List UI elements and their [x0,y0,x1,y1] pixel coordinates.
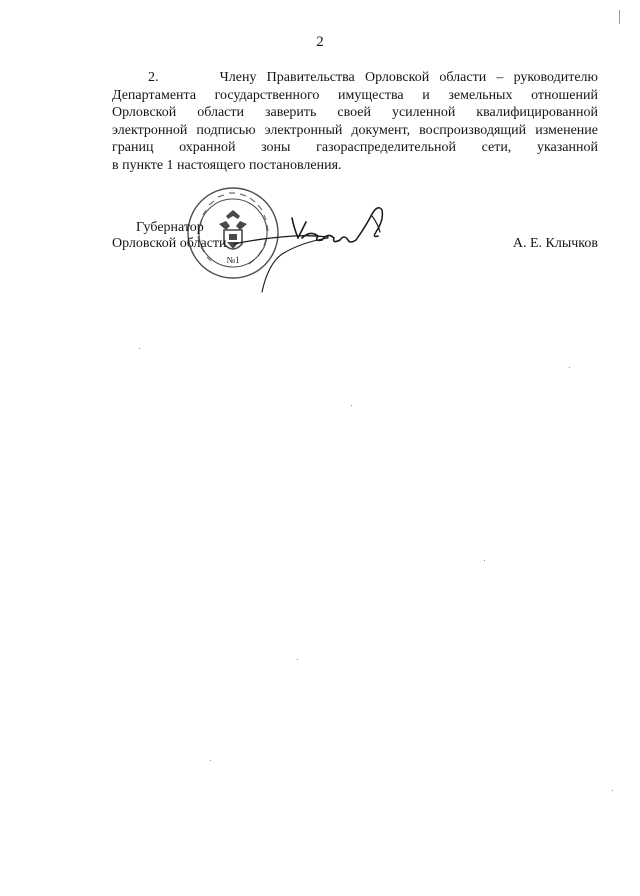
signatory-position-line-2: Орловской области [112,236,227,251]
scan-speck [139,348,140,349]
scan-speck [484,560,485,561]
signatory-position-line-1: Губернатор [136,220,204,235]
instruction-paragraph [112,69,598,175]
seal-number: №1 [226,255,240,265]
scan-speck [210,760,211,761]
paragraph-line: Орловской области заверить своей усиленной квалифицированной [112,105,598,121]
scan-speck [619,10,620,24]
paragraph-line: Департамента государственного имущества и земельных отношений [112,87,598,103]
paragraph-line: электронной подписью электронный документ, воспроизводящий изменение [112,122,598,138]
paragraph-line: в пункте 1 настоящего постановления. [112,157,342,173]
handwritten-signature [232,196,402,296]
scan-speck [351,405,352,406]
page-number: 2 [316,34,324,50]
scan-speck [297,659,298,660]
paragraph-line: границ охранной зоны газораспределительной сети, указанной [112,140,598,156]
paragraph-line: 2. Члену Правительства Орловской области – руководителю [148,70,598,85]
signatory-name: А. Е. Клычков [512,236,598,251]
scan-speck [569,367,570,368]
scan-speck [612,790,613,791]
